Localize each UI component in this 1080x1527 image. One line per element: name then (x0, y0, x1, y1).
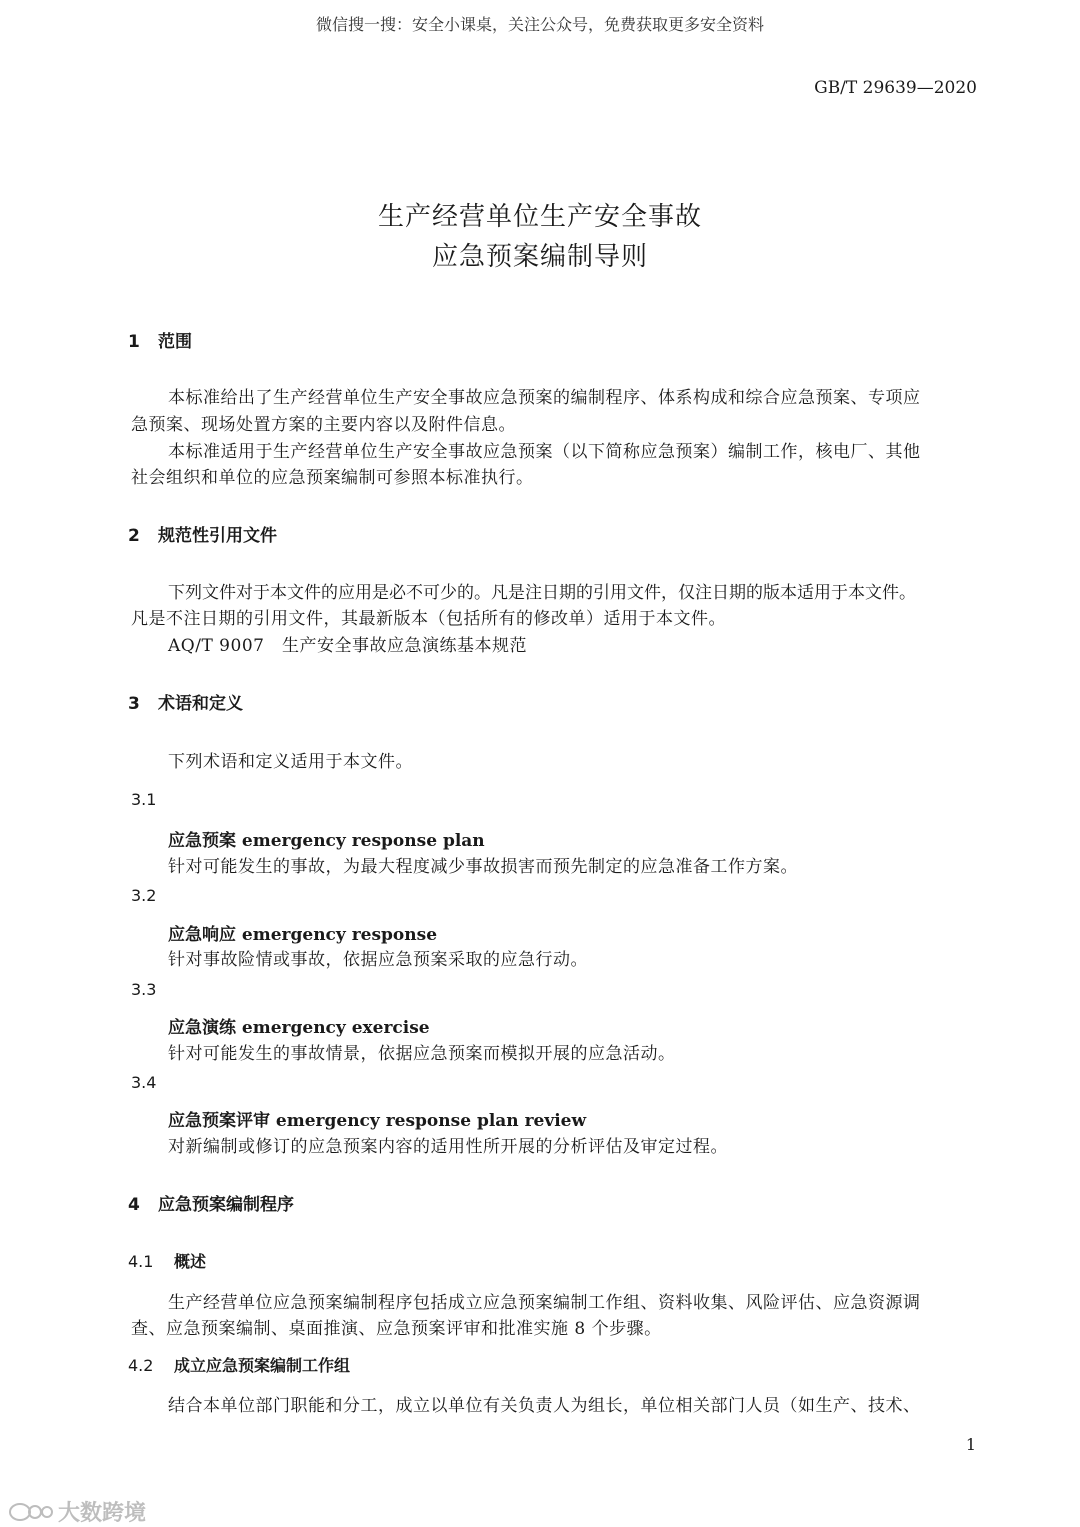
paragraph-line: 本标准适用于生产经营单位生产安全事故应急预案（以下简称应急预案）编制工作，核电厂、其他 (168, 442, 921, 462)
term-definition: 对新编制或修订的应急预案内容的适用性所开展的分析评估及审定过程。 (168, 1137, 728, 1157)
subsection-title: 成立应急预案编制工作组 (174, 1356, 351, 1375)
document-title-line-1: 生产经营单位生产安全事故 (377, 202, 702, 232)
paragraph-line: 查、应急预案编制、桌面推演、应急预案评审和批准实施 8 个步骤。 (131, 1319, 662, 1339)
paragraph-line: 凡是不注日期的引用文件，其最新版本（包括所有的修改单）适用于本文件。 (131, 609, 726, 629)
paragraph-line: 急预案、现场处置方案的主要内容以及附件信息。 (131, 415, 516, 435)
term-title: 应急预案评审 emergency response plan review (168, 1111, 587, 1131)
subsection-number: 4.1 (128, 1252, 154, 1271)
section-number: 2 (128, 526, 140, 546)
paragraph-line: 社会组织和单位的应急预案编制可参照本标准执行。 (131, 468, 534, 488)
term-number: 3.1 (131, 790, 157, 809)
section-number: 4 (128, 1195, 140, 1215)
paragraph-line: 下列文件对于本文件的应用是必不可少的。凡是注日期的引用文件，仅注日期的版本适用于本文件。 (168, 583, 916, 603)
subsection-4-2-heading (128, 1353, 350, 1376)
document-title-line-2: 应急预案编制导则 (431, 242, 648, 272)
section-4-heading (128, 1190, 294, 1215)
subsection-number: 4.2 (128, 1356, 154, 1375)
paragraph-line: 下列术语和定义适用于本文件。 (168, 752, 413, 772)
page-number: 1 (965, 1435, 976, 1454)
section-number: 1 (128, 332, 140, 352)
term-number: 3.3 (131, 980, 157, 999)
watermark (8, 1496, 146, 1527)
subsection-4-1-heading (128, 1249, 206, 1272)
section-3-heading (128, 689, 243, 714)
section-number: 3 (128, 694, 140, 714)
section-title: 应急预案编制程序 (158, 1195, 294, 1215)
term-title: 应急演练 emergency exercise (168, 1018, 430, 1038)
top-banner: 微信搜一搜：安全小课桌，关注公众号，免费获取更多安全资料 (315, 15, 764, 34)
normative-reference: AQ/T 9007 生产安全事故应急演练基本规范 (168, 636, 527, 656)
section-2-heading (128, 521, 277, 546)
watermark-logo-icon (8, 1501, 54, 1523)
term-definition: 针对可能发生的事故情景，依据应急预案而模拟开展的应急活动。 (168, 1044, 676, 1064)
term-definition: 针对可能发生的事故，为最大程度减少事故损害而预先制定的应急准备工作方案。 (168, 857, 798, 877)
term-title: 应急预案 emergency response plan (168, 831, 485, 851)
term-title: 应急响应 emergency response (168, 925, 438, 945)
section-title: 规范性引用文件 (158, 526, 277, 546)
section-title: 术语和定义 (158, 694, 243, 714)
paragraph-line: 本标准给出了生产经营单位生产安全事故应急预案的编制程序、体系构成和综合应急预案、专项应 (168, 388, 921, 408)
paragraph-line: 结合本单位部门职能和分工，成立以单位有关负责人为组长，单位相关部门人员（如生产、技术、 (168, 1396, 921, 1416)
section-1-heading (128, 327, 192, 352)
section-title: 范围 (158, 332, 192, 352)
term-number: 3.2 (131, 886, 157, 905)
watermark-text: 大数跨境 (58, 1501, 147, 1526)
standard-number: GB/T 29639—2020 (814, 78, 977, 98)
term-definition: 针对事故险情或事故，依据应急预案采取的应急行动。 (168, 950, 588, 970)
paragraph-line: 生产经营单位应急预案编制程序包括成立应急预案编制工作组、资料收集、风险评估、应急资源调 (168, 1293, 921, 1313)
subsection-title: 概述 (174, 1252, 207, 1271)
term-number: 3.4 (131, 1073, 157, 1092)
